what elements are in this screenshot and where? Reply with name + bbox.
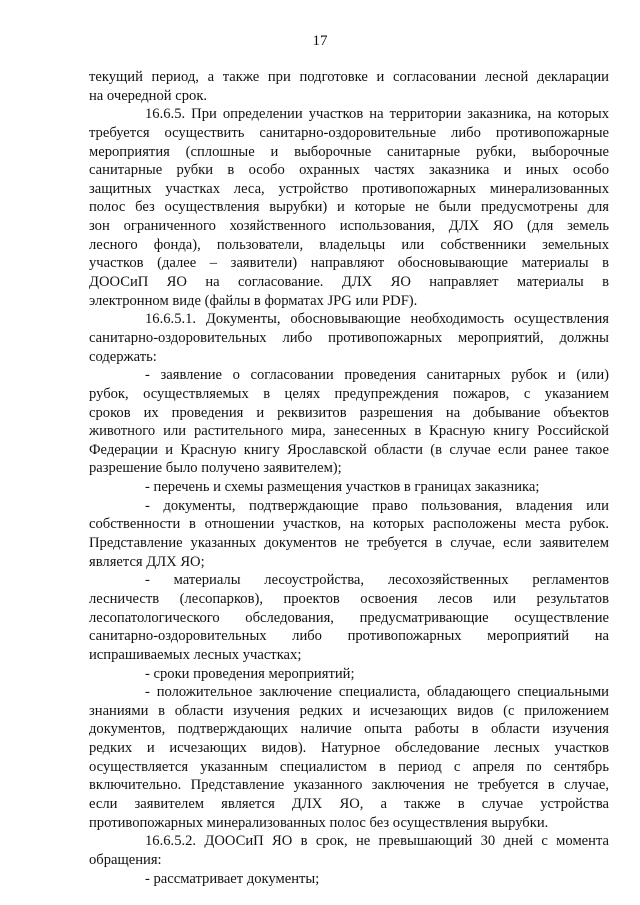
text-line: лесного фонда), пользователи, владельцы или собственники земельных — [89, 236, 609, 253]
text-line: полос без осуществления вырубки) и которые не были предусмотрены для — [89, 199, 609, 216]
text-line: редких и исчезающих видов). Натурное обследование лесных участков — [89, 740, 609, 757]
text-line: 16.6.5.2. ДООСиП ЯО в срок, не превышающий 30 дней с момента — [145, 833, 609, 850]
text-line: 16.6.5. При определении участков на территории заказника, на которых — [145, 106, 609, 123]
text-line: лесопатологического обследования, предусматривающие осуществление — [89, 609, 609, 626]
text-line: текущий период, а также при подготовке и согласовании лесной декларации — [89, 69, 609, 85]
text-line: 16.6.5.1. Документы, обосновывающие необходимость осуществления — [145, 311, 609, 328]
text-line: зон ограниченного хозяйственного использования, ДЛХ ЯО (для земель — [89, 218, 609, 235]
text-line: - сроки проведения мероприятий; — [145, 665, 355, 682]
text-line: лесничеств (лесопарков), проектов освоения лесов или результатов — [89, 590, 609, 607]
page-number: 17 — [312, 33, 328, 49]
text-line: если заявителем является ДЛХ ЯО, а также в случае устройства — [89, 795, 609, 812]
text-line: знаниями в области изучения редких и исчезающих видов (с приложением — [89, 702, 609, 719]
text-line: документов, подтверждающих наличие опыта работы в области изучения — [89, 721, 609, 738]
document-body — [89, 68, 609, 888]
text-line: санитарно-оздоровительных либо противопожарных мероприятий, должны — [89, 329, 609, 346]
text-line: сроков их проведения и реквизитов разрешения на добывание объектов — [89, 404, 609, 421]
text-line: электронном виде (файлы в форматах JPG или PDF). — [89, 292, 418, 309]
text-line: испрашиваемых лесных участках; — [89, 646, 302, 663]
text-line: включительно. Представление указанного заключения не требуется в случае, — [89, 777, 609, 794]
text-line: животного или растительного мира, занесенных в Красную книгу Российской — [89, 423, 609, 440]
text-line: собственности в отношении участков, на которых расположены места рубок. — [89, 516, 609, 533]
text-line: Федерации и Красную книгу Ярославской области (в случае если ранее такое — [89, 441, 609, 458]
text-line: разрешение было получено заявителем); — [89, 460, 342, 477]
text-line: - документы, подтверждающие право пользования, владения или — [145, 497, 609, 514]
text-line: осуществляется указанным специалистом в период с апреля по сентябрь — [89, 758, 609, 775]
text-line: ДООСиП ЯО на согласование. ДЛХ ЯО направляет материалы в — [89, 274, 609, 291]
text-line: - перечень и схемы размещения участков в границах заказника; — [145, 479, 540, 496]
text-line: мероприятия (сплошные и выборочные санитарные рубки, выборочные — [89, 143, 609, 160]
text-line: санитарные рубки в особо охранных частях заказника и иных особо — [89, 162, 609, 179]
text-line: - материалы лесоустройства, лесохозяйственных регламентов — [145, 572, 609, 589]
text-line: на очередной срок. — [89, 87, 208, 104]
text-line: участков (далее – заявители) направляют обосновывающие материалы в — [89, 255, 609, 272]
text-line: содержать: — [89, 348, 157, 365]
text-line: Представление указанных документов не требуется в случае, если заявителем — [89, 535, 609, 552]
text-line: обращения: — [89, 851, 162, 868]
text-line: - заявление о согласовании проведения санитарных рубок и (или) — [145, 367, 609, 384]
text-line: противопожарных минерализованных полос без осуществления вырубки. — [89, 814, 549, 831]
text-line: рубок, осуществляемых в целях предупреждения пожаров, с указанием — [89, 385, 609, 402]
text-line: - рассматривает документы; — [145, 870, 320, 887]
text-line: санитарно-оздоровительных либо противопожарных мероприятий на — [89, 628, 609, 645]
text-line: является ДЛХ ЯО; — [89, 553, 205, 570]
text-line: защитных участках леса, устройство противопожарных минерализованных — [89, 180, 609, 197]
text-line: требуется осуществить санитарно-оздоровительные либо противопожарные — [89, 124, 609, 141]
text-line: - положительное заключение специалиста, обладающего специальными — [145, 684, 609, 701]
